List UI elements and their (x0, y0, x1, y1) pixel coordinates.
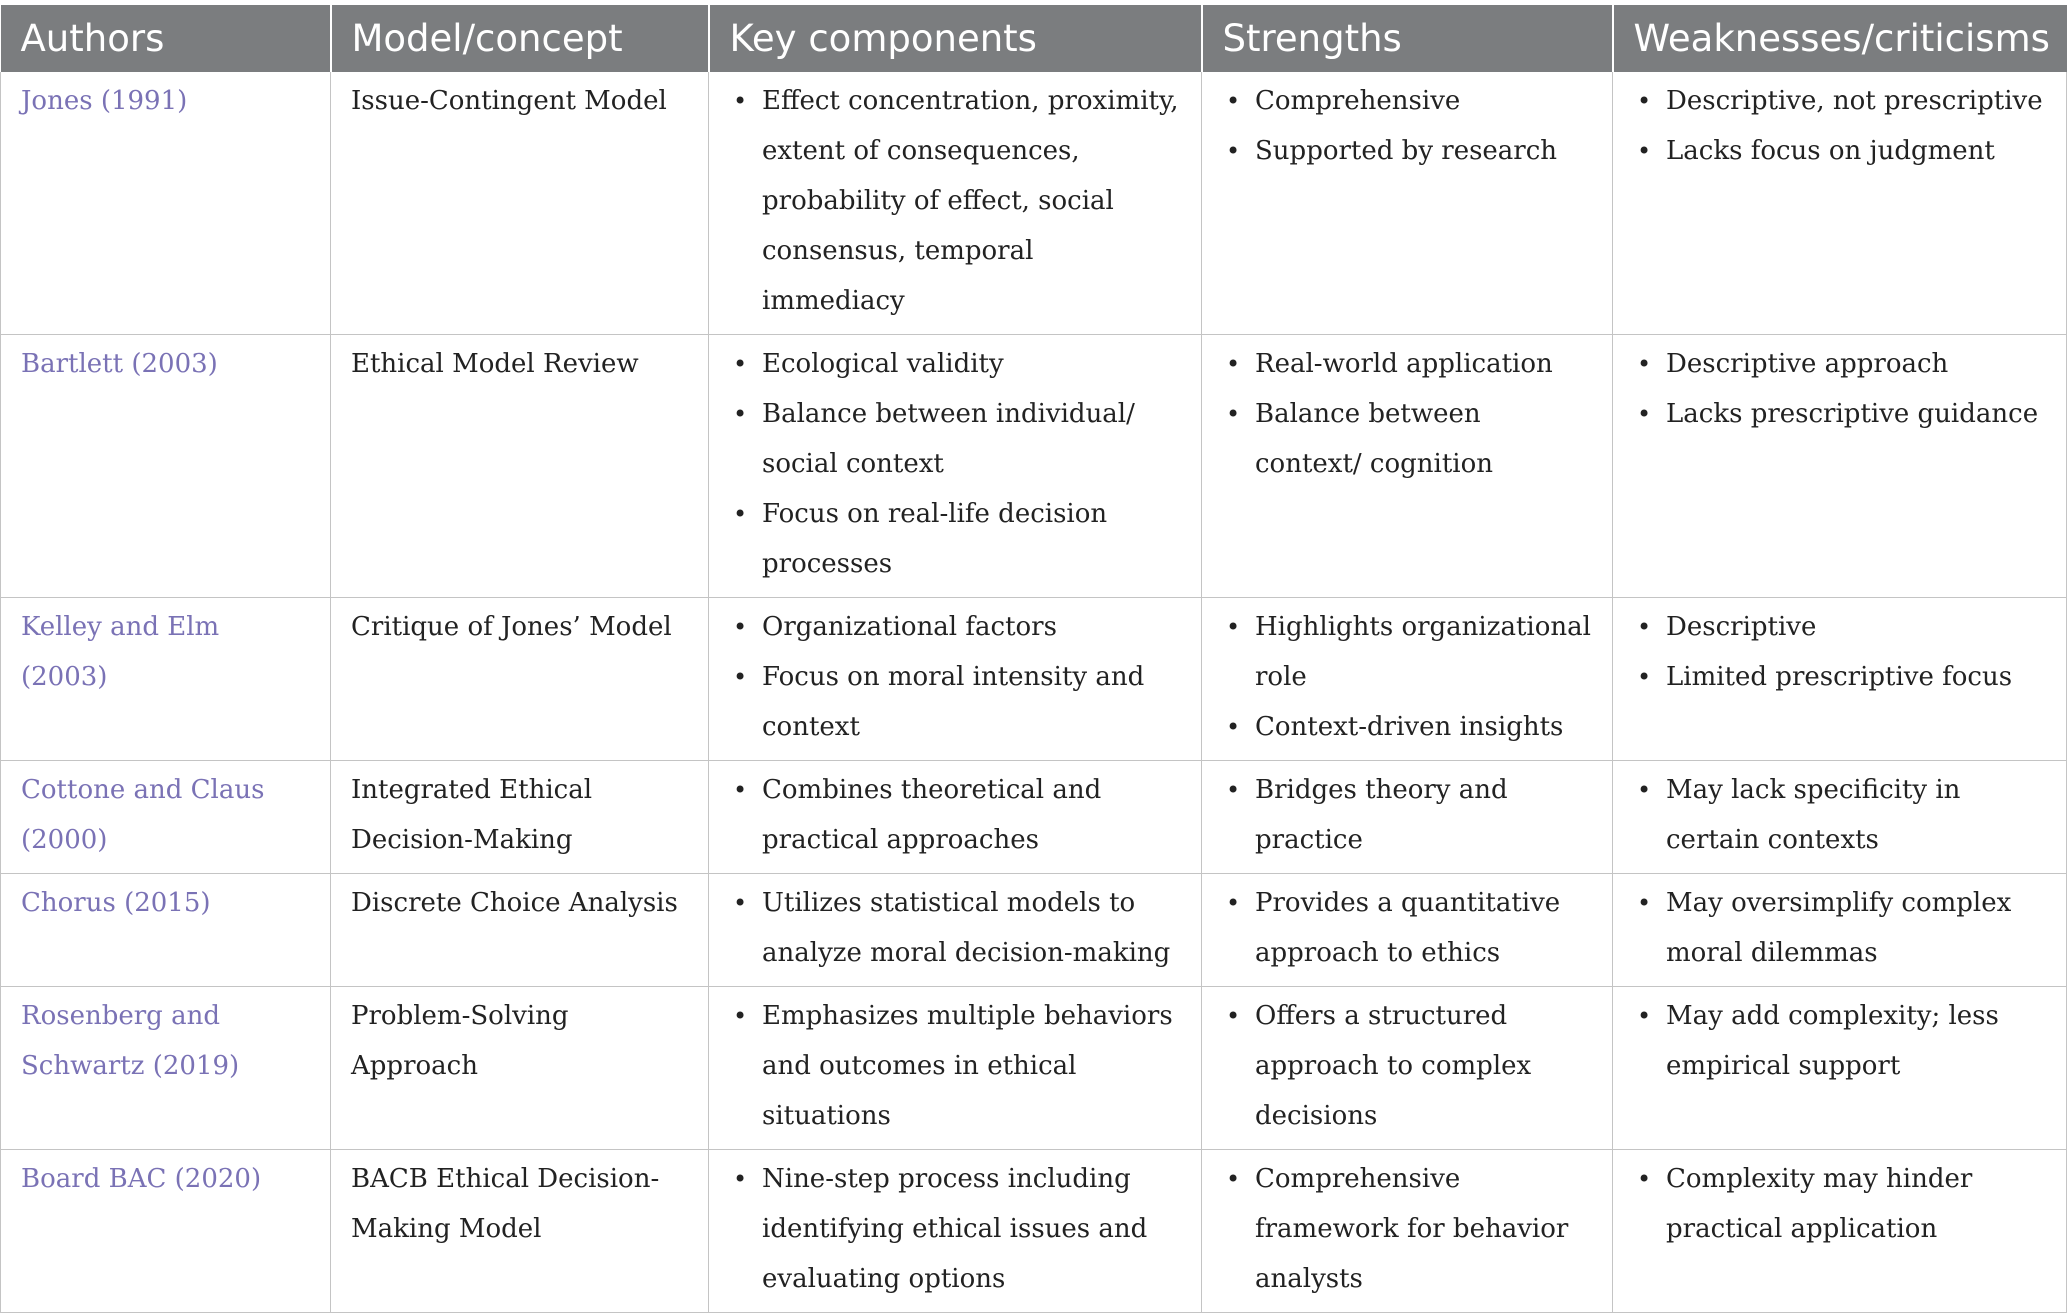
cell-author[interactable]: Jones (1991) (1, 72, 331, 335)
cell-strengths (1202, 335, 1613, 598)
comparison-table-wrapper (0, 5, 2066, 1313)
cell-weaknesses (1613, 335, 2067, 598)
bullet-item: • Highlights organizational role (1222, 602, 1594, 702)
cell-weaknesses (1613, 1150, 2067, 1313)
weaknesses-list (1633, 765, 2048, 865)
table-row (1, 598, 2067, 761)
cell-strengths (1202, 761, 1613, 874)
bullet-item: • Supported by research (1222, 126, 1594, 176)
cell-weaknesses (1613, 598, 2067, 761)
table-body (1, 72, 2067, 1313)
weaknesses-list (1633, 76, 2048, 176)
components-list (729, 76, 1183, 326)
table-row (1, 72, 2067, 335)
bullet-item: • May oversimplify complex moral dilemmas (1633, 878, 2048, 978)
bullet-item: • Complexity may hinder practical application (1633, 1154, 2048, 1254)
bullet-item: • Comprehensive (1222, 76, 1594, 126)
strengths-list (1222, 878, 1594, 978)
table-row (1, 987, 2067, 1150)
bullet-item: • Balance between individual/ social context (729, 389, 1183, 489)
cell-model: Ethical Model Review (331, 335, 709, 598)
header-key-components: Key components (709, 5, 1202, 72)
cell-model: Issue-Contingent Model (331, 72, 709, 335)
strengths-list (1222, 602, 1594, 752)
bullet-item: • Focus on real-life decision processes (729, 489, 1183, 589)
cell-strengths (1202, 1150, 1613, 1313)
cell-author[interactable]: Board BAC (2020) (1, 1150, 331, 1313)
bullet-item: • Context-driven insights (1222, 702, 1594, 752)
components-list (729, 991, 1183, 1141)
table-row (1, 874, 2067, 987)
cell-author[interactable]: Kelley and Elm (2003) (1, 598, 331, 761)
bullet-item: • Descriptive approach (1633, 339, 2048, 389)
cell-components (709, 761, 1202, 874)
cell-components (709, 72, 1202, 335)
bullet-item: • Limited prescriptive focus (1633, 652, 2048, 702)
weaknesses-list (1633, 1154, 2048, 1254)
bullet-item: • Provides a quantitative approach to ethics (1222, 878, 1594, 978)
cell-author[interactable]: Chorus (2015) (1, 874, 331, 987)
cell-author[interactable]: Bartlett (2003) (1, 335, 331, 598)
bullet-item: • Utilizes statistical models to analyze moral decision-making (729, 878, 1183, 978)
header-strengths: Strengths (1202, 5, 1613, 72)
bullet-item: • Ecological validity (729, 339, 1183, 389)
table-header-row (1, 5, 2067, 72)
header-model-concept: Model/concept (331, 5, 709, 72)
cell-strengths (1202, 987, 1613, 1150)
bullet-item: • Nine-step process including identifying ethical issues and evaluating options (729, 1154, 1183, 1304)
cell-weaknesses (1613, 874, 2067, 987)
header-weaknesses: Weaknesses/criticisms (1613, 5, 2067, 72)
bullet-item: • Organizational factors (729, 602, 1183, 652)
cell-weaknesses (1613, 761, 2067, 874)
strengths-list (1222, 339, 1594, 489)
cell-components (709, 874, 1202, 987)
components-list (729, 339, 1183, 589)
components-list (729, 1154, 1183, 1304)
bullet-item: • Emphasizes multiple behaviors and outcomes in ethical situations (729, 991, 1183, 1141)
bullet-item: • Lacks prescriptive guidance (1633, 389, 2048, 439)
cell-author[interactable]: Rosenberg and Schwartz (2019) (1, 987, 331, 1150)
cell-weaknesses (1613, 987, 2067, 1150)
bullet-item: • May lack specificity in certain contexts (1633, 765, 2048, 865)
components-list (729, 878, 1183, 978)
cell-components (709, 598, 1202, 761)
cell-strengths (1202, 72, 1613, 335)
strengths-list (1222, 991, 1594, 1141)
bullet-item: • Focus on moral intensity and context (729, 652, 1183, 752)
cell-model: Discrete Choice Analysis (331, 874, 709, 987)
cell-strengths (1202, 874, 1613, 987)
bullet-item: • Bridges theory and practice (1222, 765, 1594, 865)
table-row (1, 761, 2067, 874)
cell-components (709, 987, 1202, 1150)
bullet-item: • Real-world application (1222, 339, 1594, 389)
bullet-item: • Lacks focus on judgment (1633, 126, 2048, 176)
cell-components (709, 335, 1202, 598)
cell-author[interactable]: Cottone and Claus (2000) (1, 761, 331, 874)
ethical-models-table (0, 5, 2067, 1313)
strengths-list (1222, 76, 1594, 176)
cell-weaknesses (1613, 72, 2067, 335)
table-row (1, 335, 2067, 598)
cell-strengths (1202, 598, 1613, 761)
cell-model: Problem-Solving Approach (331, 987, 709, 1150)
cell-model: Critique of Jones’ Model (331, 598, 709, 761)
bullet-item: • Comprehensive framework for behavior analysts (1222, 1154, 1594, 1304)
bullet-item: • Effect concentration, proximity, extent of consequences, probability of effect, social consensus, temporal immediacy (729, 76, 1183, 326)
weaknesses-list (1633, 878, 2048, 978)
strengths-list (1222, 765, 1594, 865)
bullet-item: • Balance between context/ cognition (1222, 389, 1594, 489)
table-row (1, 1150, 2067, 1313)
cell-model: BACB Ethical Decision-Making Model (331, 1150, 709, 1313)
bullet-item: • Offers a structured approach to complex decisions (1222, 991, 1594, 1141)
bullet-item: • Combines theoretical and practical approaches (729, 765, 1183, 865)
cell-model: Integrated Ethical Decision-Making (331, 761, 709, 874)
bullet-item: • Descriptive, not prescriptive (1633, 76, 2048, 126)
weaknesses-list (1633, 602, 2048, 702)
weaknesses-list (1633, 991, 2048, 1091)
components-list (729, 602, 1183, 752)
weaknesses-list (1633, 339, 2048, 439)
strengths-list (1222, 1154, 1594, 1304)
cell-components (709, 1150, 1202, 1313)
components-list (729, 765, 1183, 865)
header-authors: Authors (1, 5, 331, 72)
bullet-item: • May add complexity; less empirical support (1633, 991, 2048, 1091)
bullet-item: • Descriptive (1633, 602, 2048, 652)
